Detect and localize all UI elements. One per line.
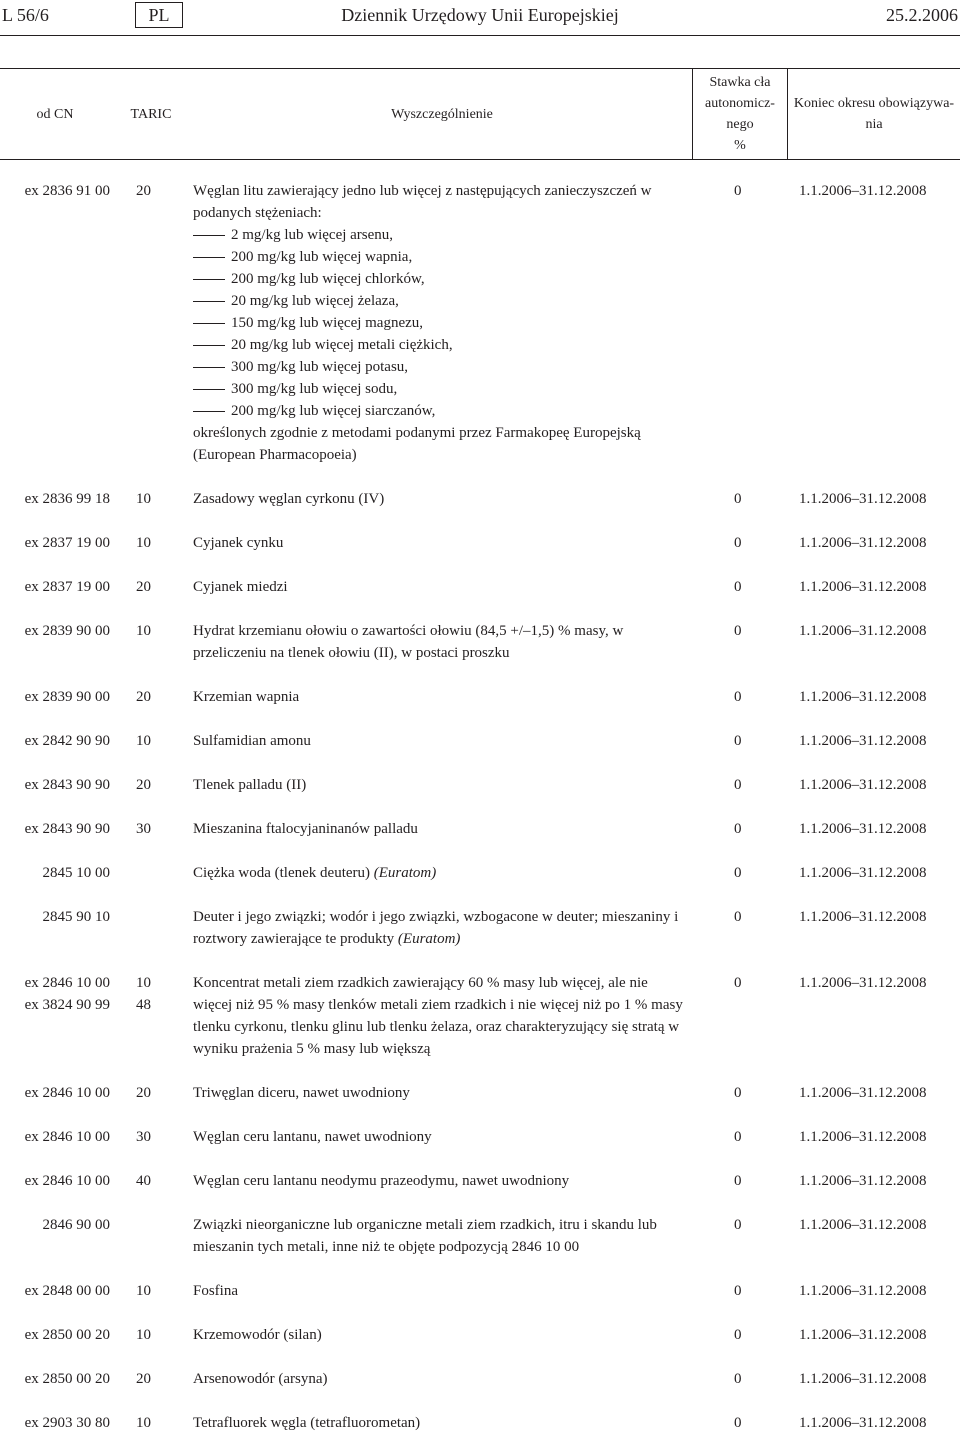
cn-code-cell [0,1280,110,1302]
validity-period: 1.1.2006–31.12.2008 [799,1129,927,1145]
dash-list-item [193,268,688,290]
header-duty-rate-line: nego [726,117,754,132]
taric-code: 20 [136,1085,151,1101]
duty-rate: 0 [734,1371,742,1387]
header-validity-end-line: nia [865,117,883,132]
cn-code: ex 2850 00 20 [24,1327,110,1343]
table-row [0,1280,960,1302]
description-cell [193,488,688,510]
taric-code: 10 [136,1283,151,1299]
validity-period: 1.1.2006–31.12.2008 [799,689,927,705]
taric-code: 20 [136,689,151,705]
em-dash-marker [193,389,225,390]
description-cell [193,818,688,840]
taric-code: 48 [136,997,151,1013]
description-cell [193,1368,688,1390]
table-body [0,180,960,1456]
description-line [193,576,688,598]
validity-period: 1.1.2006–31.12.2008 [799,1217,927,1233]
description-line [193,202,688,224]
description-text: Fosfina [193,1283,238,1299]
taric-code-cell [136,1126,166,1148]
dash-list-text: 200 mg/kg lub więcej wapnia, [231,249,413,265]
cn-code: 2846 90 00 [42,1217,110,1233]
duty-rate: 0 [734,491,742,507]
validity-period: 1.1.2006–31.12.2008 [799,1415,927,1431]
description-line [193,642,688,664]
dash-list-item [193,290,688,312]
table-row [0,576,960,598]
cn-code-cell [0,488,110,510]
validity-period: 1.1.2006–31.12.2008 [799,1283,927,1299]
table-row [0,906,960,950]
header-validity-end-line: Koniec okresu obowiązywa- [793,96,955,111]
taric-code: 20 [136,777,151,793]
description-cell [193,1082,688,1104]
cn-code-cell [0,1170,110,1192]
validity-period: 1.1.2006–31.12.2008 [799,535,927,551]
cn-code: ex 2837 19 00 [24,579,110,595]
validity-period: 1.1.2006–31.12.2008 [799,733,927,749]
taric-code-cell [136,1280,166,1302]
cn-code-cell [0,1082,110,1104]
description-cell [193,730,688,752]
cn-code-cell [0,686,110,708]
validity-period: 1.1.2006–31.12.2008 [799,777,927,793]
description-line [193,1368,688,1390]
description-text: Tlenek palladu (II) [193,777,307,793]
journal-title: Dziennik Urzędowy Unii Europejskiej [341,5,619,25]
duty-rate: 0 [734,777,742,793]
taric-code: 20 [136,183,151,199]
description-cell [193,1324,688,1346]
taric-code-cell [136,1324,166,1346]
table-row [0,862,960,884]
description-cell [193,620,688,664]
description-line [193,620,688,642]
dash-list-item [193,378,688,400]
description-text: podanych stężeniach: [193,205,322,221]
cn-code-cell [0,818,110,840]
cn-code: ex 2839 90 00 [24,623,110,639]
taric-code-cell [136,774,166,796]
description-text: Tetrafluorek węgla (tetrafluorometan) [193,1415,421,1431]
description-text: Krzemian wapnia [193,689,300,705]
cn-code: ex 2839 90 00 [24,689,110,705]
cn-code: ex 2850 00 20 [24,1371,110,1387]
description-text: tlenku cyrkonu, tlenku glinu lub tlenku żelaza, oraz charakteryzujący się stratą w [193,1019,680,1035]
dash-list-text: 300 mg/kg lub więcej sodu, [231,381,398,397]
description-line [193,532,688,554]
validity-period: 1.1.2006–31.12.2008 [799,1085,927,1101]
description-line [193,1038,688,1060]
description-text: Zasadowy węglan cyrkonu (IV) [193,491,385,507]
table-row [0,1126,960,1148]
table-row [0,1214,960,1258]
em-dash-marker [193,235,225,236]
description-cell [193,686,688,708]
cn-code-cell [0,972,110,1016]
em-dash-marker [193,301,225,302]
description-line [193,994,688,1016]
dash-list-item [193,356,688,378]
taric-code: 10 [136,1415,151,1431]
duty-rate: 0 [734,909,742,925]
description-cell [193,972,688,1060]
description-line [193,1214,688,1236]
dash-list-item [193,400,688,422]
duty-rate: 0 [734,821,742,837]
table-row [0,972,960,1060]
taric-code: 10 [136,733,151,749]
taric-code: 10 [136,975,151,991]
dash-list-text: 200 mg/kg lub więcej chlorków, [231,271,425,287]
description-cell [193,906,688,950]
description-text: Związki nieorganiczne lub organiczne metali ziem rzadkich, itru i skandu lub [193,1217,657,1233]
description-italic-note: (Euratom) [397,931,461,947]
validity-period: 1.1.2006–31.12.2008 [799,1173,927,1189]
taric-code: 10 [136,623,151,639]
page-header [0,0,960,36]
description-text: Hydrat krzemianu ołowiu o zawartości ołowiu (84,5 +/–1,5) % masy, w [193,623,624,639]
header-cn: od CN [36,106,74,122]
taric-code-cell [136,1082,166,1104]
duty-rate: 0 [734,1173,742,1189]
cn-code: ex 2843 90 90 [24,777,110,793]
em-dash-marker [193,323,225,324]
table-row [0,532,960,554]
cn-code-cell [0,1126,110,1148]
table-row [0,1324,960,1346]
table-row [0,818,960,840]
taric-code: 30 [136,1129,151,1145]
taric-code: 20 [136,579,151,595]
description-text: Węglan ceru lantanu, nawet uwodniony [193,1129,432,1145]
description-cell [193,774,688,796]
description-line [193,818,688,840]
dash-list-text: 300 mg/kg lub więcej potasu, [231,359,409,375]
taric-code: 40 [136,1173,151,1189]
description-italic-note: (Euratom) [373,865,437,881]
duty-rate: 0 [734,975,742,991]
table-row [0,686,960,708]
validity-period: 1.1.2006–31.12.2008 [799,1327,927,1343]
description-text: roztwory zawierające te produkty [193,931,398,947]
description-line [193,1236,688,1258]
dash-list-item [193,246,688,268]
taric-code-cell [136,488,166,510]
taric-code-cell [136,818,166,840]
description-text: mieszanin tych metali, inne niż te objęte podpozycją 2846 10 00 [193,1239,580,1255]
description-line [193,928,688,950]
cn-code-cell [0,730,110,752]
dash-list-text: 150 mg/kg lub więcej magnezu, [231,315,424,331]
description-text: więcej niż 95 % masy tlenków metali ziem rzadkich i nie więcej niż po 1 % masy [193,997,683,1013]
cn-code: ex 2846 10 00 [24,1173,110,1189]
cn-code: ex 2836 91 00 [24,183,110,199]
cn-code-cell [0,862,110,884]
duty-rate: 0 [734,183,742,199]
taric-code: 10 [136,491,151,507]
header-duty-rate [692,69,788,159]
description-cell [193,180,688,466]
taric-code: 10 [136,535,151,551]
dash-list-item [193,334,688,356]
validity-period: 1.1.2006–31.12.2008 [799,579,927,595]
description-text: przeliczeniu na tlenek ołowiu (II), w postaci proszku [193,645,510,661]
duty-rate: 0 [734,1327,742,1343]
table-row [0,1082,960,1104]
description-text: Ciężka woda (tlenek deuteru) [193,865,374,881]
description-line [193,862,688,884]
description-text: Deuter i jego związki; wodór i jego związki, wzbogacone w deuter; mieszaniny i [193,909,679,925]
cn-code: ex 2842 90 90 [24,733,110,749]
description-line: (European Pharmacopoeia) [193,447,357,463]
taric-code-cell [136,972,166,1016]
description-line [193,1324,688,1346]
duty-rate: 0 [734,733,742,749]
description-text: Sulfamidian amonu [193,733,311,749]
description-text: Krzemowodór (silan) [193,1327,322,1343]
taric-code-cell [136,1170,166,1192]
cn-code: ex 2843 90 90 [24,821,110,837]
validity-period: 1.1.2006–31.12.2008 [799,909,927,925]
duty-rate: 0 [734,1283,742,1299]
description-cell [193,862,688,884]
cn-code: ex 2848 00 00 [24,1283,110,1299]
description-line [193,906,688,928]
duty-rate: 0 [734,1415,742,1431]
cn-code-cell [0,906,110,928]
duty-rate: 0 [734,535,742,551]
taric-code: 30 [136,821,151,837]
duty-rate: 0 [734,1129,742,1145]
duty-rate: 0 [734,689,742,705]
validity-period: 1.1.2006–31.12.2008 [799,975,927,991]
cn-code: ex 2846 10 00 [24,1085,110,1101]
description-cell [193,1280,688,1302]
cn-code: 2845 90 10 [42,909,110,925]
description-text: Cyjanek cynku [193,535,284,551]
validity-period: 1.1.2006–31.12.2008 [799,1371,927,1387]
cn-code: ex 2837 19 00 [24,535,110,551]
duty-rate: 0 [734,1085,742,1101]
cn-code-cell [0,576,110,598]
header-duty-rate-line: autonomicz- [705,96,775,111]
dash-list-item [193,224,688,246]
em-dash-marker [193,279,225,280]
dash-list-text: 2 mg/kg lub więcej arsenu, [231,227,394,243]
cn-code: ex 2903 30 80 [24,1415,110,1431]
cn-code: ex 2846 10 00 [24,1129,110,1145]
dash-list-text: 200 mg/kg lub więcej siarczanów, [231,403,436,419]
dash-list-item [193,312,688,334]
table-row [0,1170,960,1192]
description-cell [193,532,688,554]
description-cell [193,1126,688,1148]
table-row [0,774,960,796]
description-line [193,180,688,202]
cn-code-cell [0,1368,110,1390]
em-dash-marker [193,367,225,368]
taric-code-cell [136,620,166,642]
header-duty-rate-line: Stawka cła [709,75,771,90]
description-cell [193,576,688,598]
description-text: Koncentrat metali ziem rzadkich zawierający 60 % masy lub więcej, ale nie [193,975,648,991]
taric-code-cell [136,686,166,708]
cn-code-cell [0,1214,110,1236]
header-duty-rate-line: % [734,138,746,153]
cn-code: ex 2846 10 00 [24,975,110,991]
taric-code-cell [136,180,166,202]
description-text: Triwęglan diceru, nawet uwodniony [193,1085,410,1101]
taric-code-cell [136,532,166,554]
em-dash-marker [193,257,225,258]
description-line [193,1016,688,1038]
table-row [0,488,960,510]
page-reference: L 56/6 [2,5,49,25]
validity-period: 1.1.2006–31.12.2008 [799,491,927,507]
description-line [193,488,688,510]
cn-code-cell [0,1324,110,1346]
description-text: Węglan ceru lantanu neodymu prazeodymu, nawet uwodniony [193,1173,570,1189]
description-line [193,730,688,752]
cn-code-cell [0,532,110,554]
em-dash-marker [193,345,225,346]
description-line [193,1280,688,1302]
dash-list-text: 20 mg/kg lub więcej metali ciężkich, [231,337,453,353]
taric-code: 20 [136,1371,151,1387]
validity-period: 1.1.2006–31.12.2008 [799,821,927,837]
publication-date: 25.2.2006 [886,5,958,25]
table-header [0,68,960,160]
validity-period: 1.1.2006–31.12.2008 [799,623,927,639]
header-description: Wyszczególnienie [391,106,493,122]
cn-code: ex 2836 99 18 [24,491,110,507]
taric-code: 10 [136,1327,151,1343]
dash-list-text: 20 mg/kg lub więcej żelaza, [231,293,399,309]
cn-code: 2845 10 00 [42,865,110,881]
language-badge: PL [135,2,183,28]
taric-code-cell [136,730,166,752]
description-cell [193,1170,688,1192]
description-line [193,972,688,994]
cn-code-cell [0,620,110,642]
duty-rate: 0 [734,579,742,595]
description-line [193,1170,688,1192]
cn-code-cell [0,180,110,202]
description-text: wyniku prażenia 5 % masy lub większą [193,1041,431,1057]
header-validity-end [788,69,960,159]
duty-rate: 0 [734,865,742,881]
table-row [0,730,960,752]
description-line [193,686,688,708]
cn-code-cell [0,774,110,796]
description-cell [193,1214,688,1258]
description-line [193,774,688,796]
description-line: określonych zgodnie z metodami podanymi przez Farmakopeę Europejską [193,425,641,441]
description-line [193,1126,688,1148]
taric-code-cell [136,1368,166,1390]
description-text: Węglan litu zawierający jedno lub więcej z następujących zanieczyszczeń w [193,183,652,199]
header-taric: TARIC [130,106,172,122]
description-line [193,1082,688,1104]
duty-rate: 0 [734,623,742,639]
cn-code: ex 3824 90 99 [24,997,110,1013]
validity-period: 1.1.2006–31.12.2008 [799,183,927,199]
description-text: Mieszanina ftalocyjaninanów palladu [193,821,418,837]
validity-period: 1.1.2006–31.12.2008 [799,865,927,881]
duty-rate: 0 [734,1217,742,1233]
em-dash-marker [193,411,225,412]
taric-code-cell [136,576,166,598]
table-row [0,180,960,466]
description-text: Cyjanek miedzi [193,579,288,595]
table-row [0,620,960,664]
table-row [0,1368,960,1390]
description-text: Arsenowodór (arsyna) [193,1371,328,1387]
